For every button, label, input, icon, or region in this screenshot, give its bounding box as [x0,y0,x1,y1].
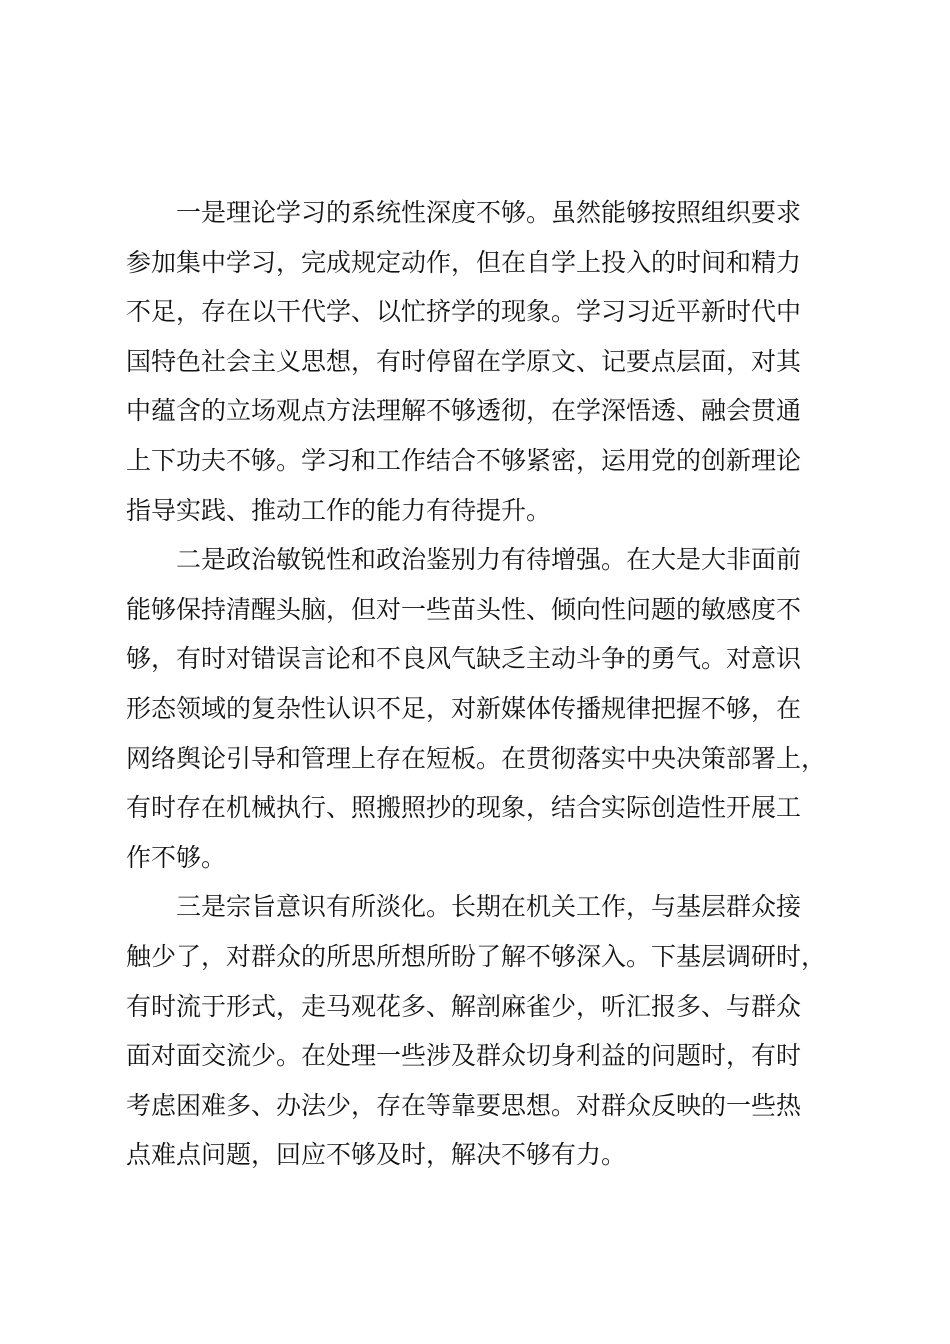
text-line: 能够保持清醒头脑，但对一些苗头性、倾向性问题的敏感度不 [126,594,802,624]
text-line: 点难点问题，回应不够及时，解决不够有力。 [126,1140,627,1170]
document-body [126,188,826,1180]
text-line: 二是政治敏锐性和政治鉴别力有待增强。在大是大非面前 [176,545,802,575]
paragraph-purpose-awareness [126,882,826,1180]
text-line: 触少了，对群众的所思所想所盼了解不够深入。下基层调研时， [126,941,827,971]
text-line: 有时流于形式，走马观花多、解剖麻雀少，听汇报多、与群众 [126,991,802,1021]
text-line: 网络舆论引导和管理上存在短板。在贯彻落实中央决策部署上， [126,743,827,773]
text-line: 考虑困难多、办法少，存在等靠要思想。对群众反映的一些热 [126,1090,802,1120]
text-line: 有时存在机械执行、照搬照抄的现象，结合实际创造性开展工 [126,793,802,823]
text-line: 面对面交流少。在处理一些涉及群众切身利益的问题时，有时 [126,1041,802,1071]
text-line: 不足，存在以干代学、以忙挤学的现象。学习习近平新时代中 [126,297,802,327]
text-line: 够，有时对错误言论和不良风气缺乏主动斗争的勇气。对意识 [126,644,802,674]
text-line: 参加集中学习，完成规定动作，但在自学上投入的时间和精力 [126,247,802,277]
text-line: 国特色社会主义思想，有时停留在学原文、记要点层面，对其 [126,346,802,376]
text-line: 形态领域的复杂性认识不足，对新媒体传播规律把握不够，在 [126,693,802,723]
paragraph-political-sensitivity [126,535,826,882]
text-line: 三是宗旨意识有所淡化。长期在机关工作，与基层群众接 [176,892,802,922]
text-line: 指导实践、推动工作的能力有待提升。 [126,495,552,525]
text-line: 中蕴含的立场观点方法理解不够透彻，在学深悟透、融会贯通 [126,396,802,426]
text-line: 上下功夫不够。学习和工作结合不够紧密，运用党的创新理论 [126,445,802,475]
text-line: 作不够。 [126,842,227,872]
text-line: 一是理论学习的系统性深度不够。虽然能够按照组织要求 [176,198,802,227]
paragraph-theory-study [126,188,826,535]
